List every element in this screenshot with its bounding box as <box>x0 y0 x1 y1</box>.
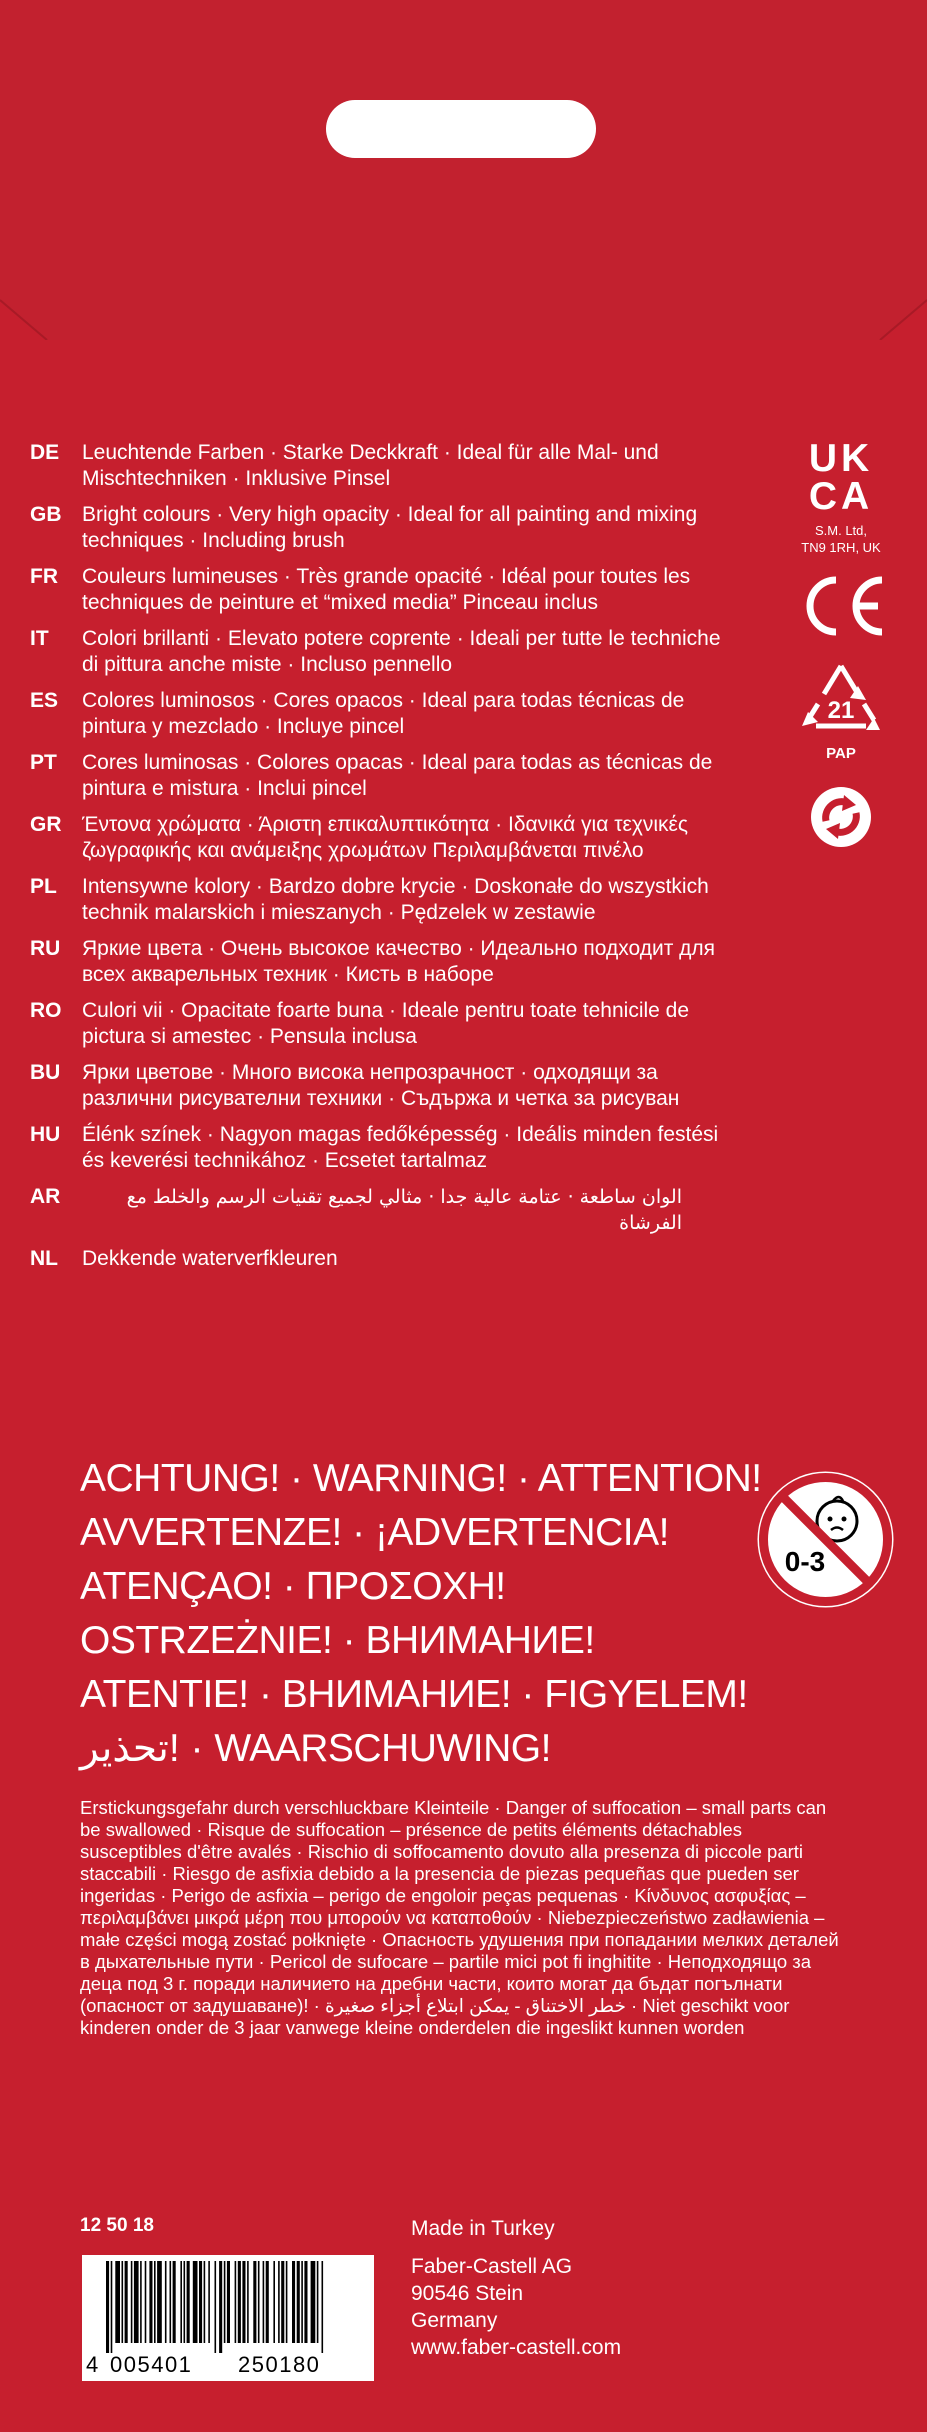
barcode-bar <box>199 2261 202 2343</box>
barcode-bar <box>145 2261 147 2343</box>
barcode-bar <box>253 2261 256 2343</box>
barcode-bar <box>193 2261 198 2343</box>
company-website[interactable]: www.faber-castell.com <box>411 2336 622 2359</box>
barcode-bar <box>208 2261 210 2343</box>
lang-row-es <box>30 688 730 740</box>
barcode-bar <box>235 2261 237 2343</box>
lang-code: NL <box>30 1247 58 1270</box>
barcode-bar <box>131 2261 133 2343</box>
barcode-bars <box>90 2261 366 2353</box>
warning-headline: ACHTUNG! · WARNING! · ATTENTION! <box>80 1457 762 1500</box>
lang-row-fr <box>30 564 730 616</box>
barcode-bar <box>157 2261 162 2343</box>
warning-headline: AVVERTENZE! · ¡ADVERTENCIA! <box>80 1511 669 1554</box>
lang-row-bu <box>30 1060 730 1112</box>
lang-code: DE <box>30 441 60 464</box>
ean-barcode <box>82 2255 374 2381</box>
barcode-bar <box>258 2261 260 2343</box>
age-warning-0-3-icon <box>753 1467 898 1612</box>
green-dot-icon <box>786 785 896 854</box>
barcode-bar <box>111 2261 113 2353</box>
barcode-bar <box>281 2261 284 2343</box>
company-city: 90546 Stein <box>411 2282 524 2305</box>
lang-text: Élénk színek · Nagyon magas fedőképesség · Ideális minden festési és keverési technikához · Ecsetet tartalmaz <box>82 1123 719 1172</box>
lang-row-pt <box>30 750 730 802</box>
lang-text: Яркие цвета · Очень высокое качество · Идеально подходит для всех акварельных техник · Кисть в наборе <box>82 937 716 986</box>
barcode-bar <box>317 2261 319 2343</box>
manufacturer-info <box>411 2215 621 2361</box>
ukca-letters-bottom: CA <box>808 475 874 518</box>
ukca-mark <box>786 437 896 556</box>
barcode-bar <box>125 2261 128 2343</box>
made-in-label: Made in Turkey <box>411 2217 555 2240</box>
barcode-bar <box>247 2261 249 2343</box>
lang-code: FR <box>30 565 58 588</box>
barcode-bar <box>180 2261 182 2343</box>
lang-row-hu <box>30 1122 730 1174</box>
lang-text: Colores luminosos · Cores opacos · Ideal para todas técnicas de pintura y mezclado · Incluye pincel <box>82 689 685 738</box>
lang-row-ar <box>30 1184 730 1236</box>
warning-headline: تحذير! · WAARSCHUWING! <box>80 1727 551 1770</box>
lang-row-gr <box>30 812 730 864</box>
barcode-bar <box>224 2261 226 2343</box>
lang-code: GR <box>30 813 62 836</box>
lang-code: PT <box>30 751 57 774</box>
barcode-bar <box>304 2261 307 2343</box>
lang-text: Dekkende waterverfkleuren <box>82 1247 338 1270</box>
barcode-bar <box>242 2261 245 2343</box>
lang-code: IT <box>30 627 49 650</box>
lang-code: PL <box>30 875 57 898</box>
barcode-left-group: 005401 <box>110 2352 193 2377</box>
barcode-bar <box>286 2261 288 2343</box>
company-name: Faber-Castell AG <box>411 2255 573 2278</box>
barcode-bar <box>187 2261 190 2343</box>
barcode-bar <box>263 2261 265 2343</box>
lang-row-gb <box>30 502 730 554</box>
lang-text: الوان ساطعة · عتامة عالية جدا · مثالي لجميع تقنيات الرسم والخلط مع الفرشاة <box>126 1186 682 1234</box>
hanger-tab-shape <box>0 0 927 340</box>
recycle-number: 21 <box>827 697 855 724</box>
barcode-bar <box>227 2261 230 2343</box>
barcode-bar <box>322 2261 324 2353</box>
lang-code: RO <box>30 999 62 1022</box>
lang-text: Culori vii · Opacitate foarte buna · Ideale pentru toate tehnicile de pictura si amestec · Pensula inclusa <box>82 999 690 1048</box>
barcode-bar <box>266 2261 269 2343</box>
article-number: 12 50 18 <box>80 2215 154 2236</box>
barcode-bar <box>173 2261 176 2343</box>
lang-text: Leuchtende Farben · Starke Deckkraft · Ideal für alle Mal- und Mischtechniken · Inklusive Pinsel <box>82 441 659 490</box>
barcode-bar <box>154 2261 156 2343</box>
barcode-bar <box>204 2261 206 2343</box>
barcode-bar <box>165 2261 167 2343</box>
ce-mark-icon <box>786 570 896 645</box>
barcode-bar <box>278 2261 280 2343</box>
hang-hole <box>326 100 596 158</box>
lang-text: Bright colours · Very high opacity · Ideal for all painting and mixing techniques · Including brush <box>82 503 698 552</box>
language-descriptions <box>30 440 730 1282</box>
lang-row-ru <box>30 936 730 988</box>
lang-text: Intensywne kolory · Bardzo dobre krycie · Doskonałe do wszystkich technik malarskich i mieszanych · Pędzelek w zestawie <box>82 875 709 924</box>
barcode-bar <box>273 2261 275 2343</box>
ukca-address: S.M. Ltd, TN9 1RH, UK <box>801 523 881 555</box>
barcode-bar <box>149 2261 152 2343</box>
lang-code: BU <box>30 1061 61 1084</box>
barcode-bar <box>297 2261 300 2343</box>
barcode-bar <box>170 2261 172 2343</box>
barcode-right-group: 250180 <box>238 2352 321 2377</box>
lang-code: AR <box>30 1185 61 1208</box>
warning-headline: ATENTIE! · ВНИМАНИЕ! · FIGYELEM! <box>80 1673 748 1716</box>
ukca-letters-top: UK <box>808 437 874 480</box>
company-country: Germany <box>411 2309 498 2332</box>
barcode-bar <box>184 2261 186 2343</box>
lang-text: Έντονα χρώματα · Άριστη επικαλυπτικότητα · Ιδανικά για τεχνικές ζωγραφικής και ανάμειξης χρωμάτων Περιλαμβάνεται πινέλο <box>82 813 689 862</box>
age-label: 0-3 <box>784 1546 826 1577</box>
lang-text: Cores luminosas · Colores opacas · Ideal para todas as técnicas de pintura e mistura · Inclui pincel <box>82 751 713 800</box>
barcode-first-digit: 4 <box>86 2352 100 2377</box>
barcode-bar <box>292 2261 295 2343</box>
warning-headlines <box>80 1452 762 1776</box>
barcode-bar <box>106 2261 109 2353</box>
lang-row-de <box>30 440 730 492</box>
lang-code: GB <box>30 503 62 526</box>
barcode-bar <box>122 2261 124 2343</box>
barcode-bar <box>219 2261 222 2353</box>
barcode-bar <box>140 2261 142 2343</box>
barcode-bar <box>311 2261 316 2343</box>
lang-row-pl <box>30 874 730 926</box>
lang-code: ES <box>30 689 59 712</box>
lang-row-it <box>30 626 730 678</box>
lang-code: HU <box>30 1123 61 1146</box>
pap-label: PAP <box>826 745 856 762</box>
recycle-pap-icon <box>786 660 896 762</box>
warning-headline: OSTRZEŻNIE! · ВНИМАНИЕ! <box>80 1619 595 1662</box>
lang-text: Colori brillanti · Elevato potere coprente · Ideali per tutte le techniche di pittura anche miste · Incluso pennello <box>82 627 721 676</box>
barcode-bar <box>301 2261 303 2343</box>
barcode-bar <box>134 2261 139 2343</box>
warning-body-text: Erstickungsgefahr durch verschluckbare Kleinteile · Danger of suffocation – small parts can be swallowed · Risque de suffocation – présence de petits éléments détachables susceptibles d'être avalés · Rischio di soffocamento dovuto alla presenza di piccole parti staccabili · Riesgo de asfixia debido a la presencia de piezas pequeñas que pueden ser ingeridas · Perigo de asfixia – perigo de engoloir peças pequenas · Κίνδυνος ασφυξίας – περιλαμβάνει μικρά μέρη που μπορούν να καταποθούν · Niebezpieczeństwo zadławienia – małe części mogą zostać połknięte · Опасность удушения при попадании мелких деталей в дыхательные пути · Pericol de sufocare – partile mici pot fi inghitite · Неподходящо за деца под 3 г. поради наличието на дребни части, които могат да бъдат погълнати (опасност от задушаване)! · خطر الاختناق - يمكن ابتلاع أجزاء صغيرة · Niet geschikt voor kinderen onder de 3 jaar vanwege kleine onderdelen die ingeslikt kunnen worden <box>80 1797 839 2038</box>
warning-headline: ATENÇAO! · ΠΡΟΣΟΧΗ! <box>80 1565 506 1608</box>
barcode-bar <box>238 2261 241 2343</box>
barcode-bar <box>115 2261 120 2343</box>
barcode-bar <box>215 2261 217 2353</box>
lang-row-ro <box>30 998 730 1050</box>
lang-row-nl <box>30 1246 730 1272</box>
lang-text: Ярки цветове · Много висока непрозрачност · одходящи за различни рисувателни техники · Съдържа и четка за рисуван <box>82 1061 680 1110</box>
lang-text: Couleurs lumineuses · Très grande opacité · Idéal pour toutes les techniques de peinture et “mixed media” Pinceau inclus <box>82 565 691 614</box>
lang-code: RU <box>30 937 61 960</box>
